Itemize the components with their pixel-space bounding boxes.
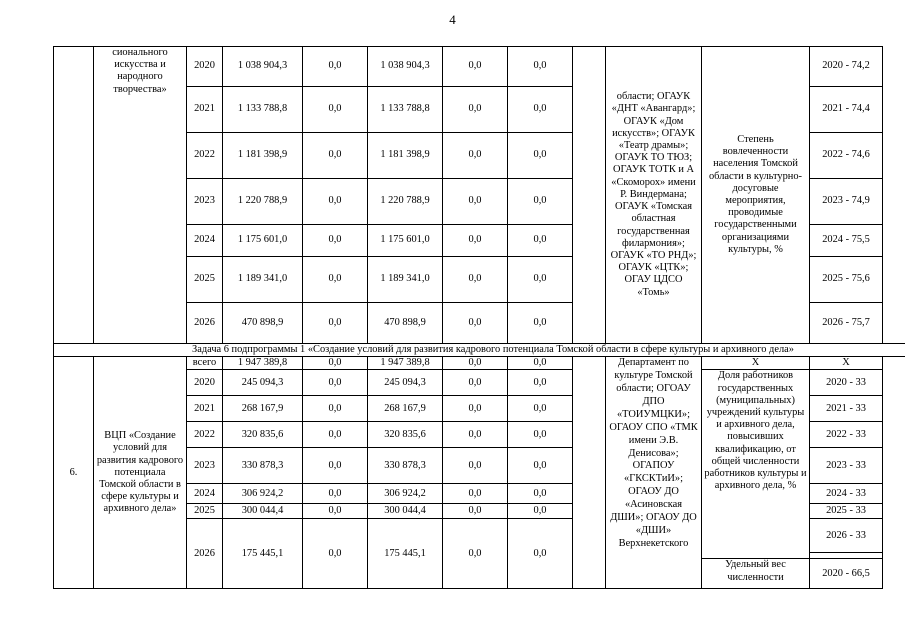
target-cell: 2021 - 74,4 bbox=[810, 87, 883, 133]
target-cell: 2023 - 33 bbox=[810, 448, 883, 484]
regional-cell: 320 835,6 bbox=[368, 422, 443, 448]
target-cell: 2024 - 75,5 bbox=[810, 225, 883, 257]
federal-cell: 0,0 bbox=[303, 422, 368, 448]
event-name-cell: сионального искусства и народного творчества» bbox=[94, 47, 187, 344]
indicator-x-cell: Х bbox=[702, 357, 810, 370]
year-cell: 2022 bbox=[187, 133, 223, 179]
total-cell: 1 189 341,0 bbox=[223, 257, 303, 303]
other-cell: 0,0 bbox=[508, 357, 573, 370]
regional-cell: 470 898,9 bbox=[368, 303, 443, 344]
target-cell: 2022 - 74,6 bbox=[810, 133, 883, 179]
year-cell: 2025 bbox=[187, 257, 223, 303]
local-cell: 0,0 bbox=[443, 370, 508, 396]
federal-cell: 0,0 bbox=[303, 370, 368, 396]
federal-cell: 0,0 bbox=[303, 133, 368, 179]
local-cell: 0,0 bbox=[443, 357, 508, 370]
local-cell: 0,0 bbox=[443, 422, 508, 448]
other-cell: 0,0 bbox=[508, 87, 573, 133]
regional-cell: 1 220 788,9 bbox=[368, 179, 443, 225]
target-cell: 2025 - 33 bbox=[810, 504, 883, 519]
year-cell: 2021 bbox=[187, 396, 223, 422]
regional-cell: 300 044,4 bbox=[368, 504, 443, 519]
row-number-cell bbox=[54, 47, 94, 344]
federal-cell: 0,0 bbox=[303, 396, 368, 422]
local-cell: 0,0 bbox=[443, 484, 508, 504]
federal-cell: 0,0 bbox=[303, 519, 368, 589]
year-cell: 2025 bbox=[187, 504, 223, 519]
local-cell: 0,0 bbox=[443, 225, 508, 257]
total-cell: 175 445,1 bbox=[223, 519, 303, 589]
total-cell: 1 181 398,9 bbox=[223, 133, 303, 179]
local-cell: 0,0 bbox=[443, 396, 508, 422]
spacer-cell bbox=[573, 357, 606, 589]
year-cell: 2020 bbox=[187, 47, 223, 87]
regional-cell: 1 133 788,8 bbox=[368, 87, 443, 133]
year-cell: 2026 bbox=[187, 519, 223, 589]
regional-cell: 245 094,3 bbox=[368, 370, 443, 396]
target-x-cell: Х bbox=[810, 357, 883, 370]
regional-cell: 1 181 398,9 bbox=[368, 133, 443, 179]
executors-cell: области; ОГАУК «ДНТ «Авангард»; ОГАУК «Дом искусств»; ОГАУК «Театр драмы»; ОГАУК ТО ТЮЗ; ОГАУК ТОТК и А «Скоморох» имени Р. Виндермана; ОГАУК «Томская областная государственная филармония»; ОГАУК «ТО РНД»; ОГАУК «ЦТК»; ОГАУ ЦДСО «Томь» bbox=[606, 47, 702, 344]
regional-cell: 1 038 904,3 bbox=[368, 47, 443, 87]
target-cell: 2020 - 66,5 bbox=[810, 559, 883, 589]
other-cell: 0,0 bbox=[508, 422, 573, 448]
target-cell: 2026 - 33 bbox=[810, 519, 883, 553]
target-cell: 2020 - 33 bbox=[810, 370, 883, 396]
indicator-cell: Удельный вес численности bbox=[702, 559, 810, 589]
total-cell: 330 878,3 bbox=[223, 448, 303, 484]
year-cell: 2023 bbox=[187, 179, 223, 225]
blank-cell bbox=[883, 47, 905, 344]
local-cell: 0,0 bbox=[443, 257, 508, 303]
indicator-cell: Доля работников государственных (муниципальных) учреждений культуры и архивного дела, повысивших квалификацию, от общей численности работников культуры и архивного дела, % bbox=[702, 370, 810, 559]
federal-cell: 0,0 bbox=[303, 179, 368, 225]
year-cell: 2023 bbox=[187, 448, 223, 484]
federal-cell: 0,0 bbox=[303, 87, 368, 133]
federal-cell: 0,0 bbox=[303, 357, 368, 370]
federal-cell: 0,0 bbox=[303, 225, 368, 257]
regional-cell: 330 878,3 bbox=[368, 448, 443, 484]
other-cell: 0,0 bbox=[508, 133, 573, 179]
blank-cell bbox=[883, 357, 905, 589]
table-row bbox=[54, 47, 905, 87]
federal-cell: 0,0 bbox=[303, 303, 368, 344]
other-cell: 0,0 bbox=[508, 504, 573, 519]
target-cell: 2020 - 74,2 bbox=[810, 47, 883, 87]
total-cell: 1 175 601,0 bbox=[223, 225, 303, 257]
total-cell: 300 044,4 bbox=[223, 504, 303, 519]
table-row bbox=[54, 357, 905, 370]
total-cell: 1 220 788,9 bbox=[223, 179, 303, 225]
other-cell: 0,0 bbox=[508, 179, 573, 225]
federal-cell: 0,0 bbox=[303, 484, 368, 504]
total-cell: 1 038 904,3 bbox=[223, 47, 303, 87]
row-number-cell: 6. bbox=[54, 357, 94, 589]
total-cell: 1 947 389,8 bbox=[223, 357, 303, 370]
other-cell: 0,0 bbox=[508, 225, 573, 257]
local-cell: 0,0 bbox=[443, 519, 508, 589]
federal-cell: 0,0 bbox=[303, 47, 368, 87]
local-cell: 0,0 bbox=[443, 448, 508, 484]
year-cell: 2021 bbox=[187, 87, 223, 133]
year-cell: 2022 bbox=[187, 422, 223, 448]
regional-cell: 306 924,2 bbox=[368, 484, 443, 504]
target-cell: 2021 - 33 bbox=[810, 396, 883, 422]
target-cell: 2026 - 75,7 bbox=[810, 303, 883, 344]
local-cell: 0,0 bbox=[443, 87, 508, 133]
local-cell: 0,0 bbox=[443, 303, 508, 344]
executors-cell: Департамент по культуре Томской области; ОГОАУ ДПО «ТОИУМЦКИ»; ОГАОУ СПО «ТМК имени Э.В. Денисова»; ОГАПОУ «ГКСКТиИ»; ОГАОУ ДО «Асиновская ДШИ»; ОГАОУ ДО «ДШИ» Верхнекетского bbox=[606, 357, 702, 589]
other-cell: 0,0 bbox=[508, 47, 573, 87]
regional-cell: 1 189 341,0 bbox=[368, 257, 443, 303]
task-header-row bbox=[54, 344, 905, 357]
year-cell: 2024 bbox=[187, 225, 223, 257]
federal-cell: 0,0 bbox=[303, 448, 368, 484]
other-cell: 0,0 bbox=[508, 519, 573, 589]
year-cell: 2026 bbox=[187, 303, 223, 344]
federal-cell: 0,0 bbox=[303, 504, 368, 519]
regional-cell: 1 175 601,0 bbox=[368, 225, 443, 257]
total-cell: 470 898,9 bbox=[223, 303, 303, 344]
year-cell: 2020 bbox=[187, 370, 223, 396]
local-cell: 0,0 bbox=[443, 133, 508, 179]
total-cell: 306 924,2 bbox=[223, 484, 303, 504]
other-cell: 0,0 bbox=[508, 448, 573, 484]
event-name-cell: ВЦП «Создание условий для развития кадрового потенциала Томской области в сфере культуры и архивного дела» bbox=[94, 357, 187, 589]
target-cell: 2025 - 75,6 bbox=[810, 257, 883, 303]
total-cell: 1 133 788,8 bbox=[223, 87, 303, 133]
total-cell: 245 094,3 bbox=[223, 370, 303, 396]
target-cell: 2024 - 33 bbox=[810, 484, 883, 504]
target-cell: 2023 - 74,9 bbox=[810, 179, 883, 225]
other-cell: 0,0 bbox=[508, 370, 573, 396]
task-header: Задача 6 подпрограммы 1 «Создание условий для развития кадрового потенциала Томской области в сфере культуры и архивного дела» bbox=[54, 344, 905, 357]
spacer-cell bbox=[573, 47, 606, 344]
other-cell: 0,0 bbox=[508, 303, 573, 344]
year-cell: всего bbox=[187, 357, 223, 370]
local-cell: 0,0 bbox=[443, 504, 508, 519]
other-cell: 0,0 bbox=[508, 484, 573, 504]
other-cell: 0,0 bbox=[508, 396, 573, 422]
page-number: 4 bbox=[449, 12, 456, 27]
regional-cell: 175 445,1 bbox=[368, 519, 443, 589]
federal-cell: 0,0 bbox=[303, 257, 368, 303]
total-cell: 268 167,9 bbox=[223, 396, 303, 422]
local-cell: 0,0 bbox=[443, 179, 508, 225]
local-cell: 0,0 bbox=[443, 47, 508, 87]
program-table bbox=[53, 46, 905, 589]
total-cell: 320 835,6 bbox=[223, 422, 303, 448]
regional-cell: 1 947 389,8 bbox=[368, 357, 443, 370]
regional-cell: 268 167,9 bbox=[368, 396, 443, 422]
other-cell: 0,0 bbox=[508, 257, 573, 303]
target-cell: 2022 - 33 bbox=[810, 422, 883, 448]
year-cell: 2024 bbox=[187, 484, 223, 504]
indicator-cell: Степень вовлеченности населения Томской области в культурно-досуговые мероприятия, проводимые государственными организациями культуры, % bbox=[702, 47, 810, 344]
